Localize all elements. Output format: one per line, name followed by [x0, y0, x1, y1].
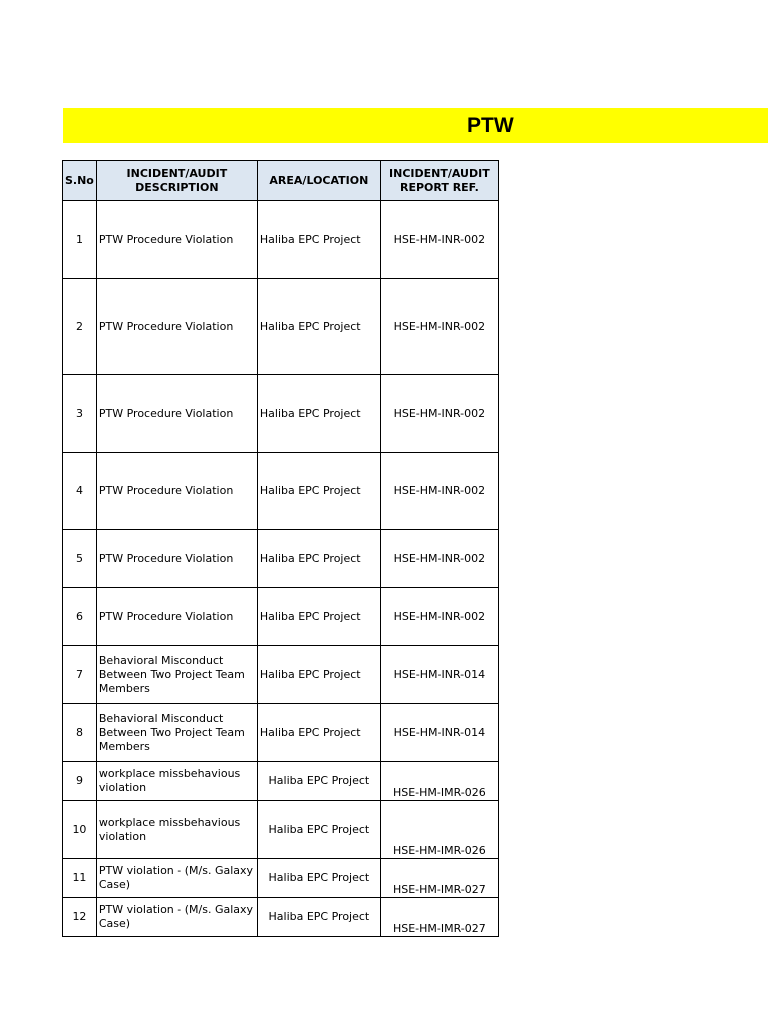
cell-report-ref: HSE-HM-IMR-027 [380, 898, 498, 937]
cell-area: Haliba EPC Project [257, 859, 380, 898]
cell-report-ref: HSE-HM-INR-014 [380, 646, 498, 704]
cell-area: Haliba EPC Project [257, 646, 380, 704]
cell-description: workplace missbehavious violation [96, 762, 257, 801]
cell-area: Haliba EPC Project [257, 801, 380, 859]
cell-sno: 4 [63, 453, 97, 530]
cell-sno: 3 [63, 375, 97, 453]
cell-description: PTW Procedure Violation [96, 279, 257, 375]
cell-sno: 11 [63, 859, 97, 898]
header-sno: S.No [63, 161, 97, 201]
cell-report-ref: HSE-HM-INR-002 [380, 530, 498, 588]
cell-sno: 12 [63, 898, 97, 937]
header-description: INCIDENT/AUDIT DESCRIPTION [96, 161, 257, 201]
table-row [63, 859, 499, 898]
cell-area: Haliba EPC Project [257, 704, 380, 762]
cell-description: Behavioral Misconduct Between Two Project Team Members [96, 704, 257, 762]
cell-sno: 2 [63, 279, 97, 375]
cell-description: PTW violation - (M/s. Galaxy Case) [96, 898, 257, 937]
table-row [63, 704, 499, 762]
table-row [63, 762, 499, 801]
cell-report-ref: HSE-HM-INR-002 [380, 375, 498, 453]
cell-sno: 5 [63, 530, 97, 588]
cell-sno: 6 [63, 588, 97, 646]
table-row [63, 898, 499, 937]
cell-area: Haliba EPC Project [257, 375, 380, 453]
header-row [63, 161, 499, 201]
title-banner [63, 108, 768, 143]
cell-sno: 9 [63, 762, 97, 801]
cell-description: PTW Procedure Violation [96, 530, 257, 588]
cell-area: Haliba EPC Project [257, 762, 380, 801]
cell-area: Haliba EPC Project [257, 279, 380, 375]
cell-report-ref: HSE-HM-INR-002 [380, 588, 498, 646]
cell-report-ref: HSE-HM-IMR-027 [380, 859, 498, 898]
cell-report-ref: HSE-HM-INR-002 [380, 453, 498, 530]
table-row [63, 588, 499, 646]
table-row [63, 646, 499, 704]
cell-sno: 7 [63, 646, 97, 704]
cell-description: PTW Procedure Violation [96, 588, 257, 646]
cell-description: workplace missbehavious violation [96, 801, 257, 859]
cell-description: PTW Procedure Violation [96, 453, 257, 530]
cell-description: Behavioral Misconduct Between Two Project Team Members [96, 646, 257, 704]
table-row [63, 530, 499, 588]
cell-area: Haliba EPC Project [257, 530, 380, 588]
cell-description: PTW Procedure Violation [96, 201, 257, 279]
table-row [63, 801, 499, 859]
cell-sno: 8 [63, 704, 97, 762]
header-report-ref: INCIDENT/AUDIT REPORT REF. [380, 161, 498, 201]
cell-report-ref: HSE-HM-IMR-026 [380, 762, 498, 801]
table-row [63, 279, 499, 375]
cell-area: Haliba EPC Project [257, 453, 380, 530]
table-row [63, 201, 499, 279]
table-row [63, 375, 499, 453]
cell-area: Haliba EPC Project [257, 201, 380, 279]
table-row [63, 453, 499, 530]
cell-report-ref: HSE-HM-INR-014 [380, 704, 498, 762]
cell-description: PTW Procedure Violation [96, 375, 257, 453]
cell-sno: 10 [63, 801, 97, 859]
cell-area: Haliba EPC Project [257, 588, 380, 646]
cell-sno: 1 [63, 201, 97, 279]
cell-report-ref: HSE-HM-INR-002 [380, 201, 498, 279]
cell-report-ref: HSE-HM-INR-002 [380, 279, 498, 375]
banner-title: PTW [467, 114, 514, 137]
cell-report-ref: HSE-HM-IMR-026 [380, 801, 498, 859]
cell-description: PTW violation - (M/s. Galaxy Case) [96, 859, 257, 898]
cell-area: Haliba EPC Project [257, 898, 380, 937]
header-area: AREA/LOCATION [257, 161, 380, 201]
incident-table [62, 160, 499, 937]
